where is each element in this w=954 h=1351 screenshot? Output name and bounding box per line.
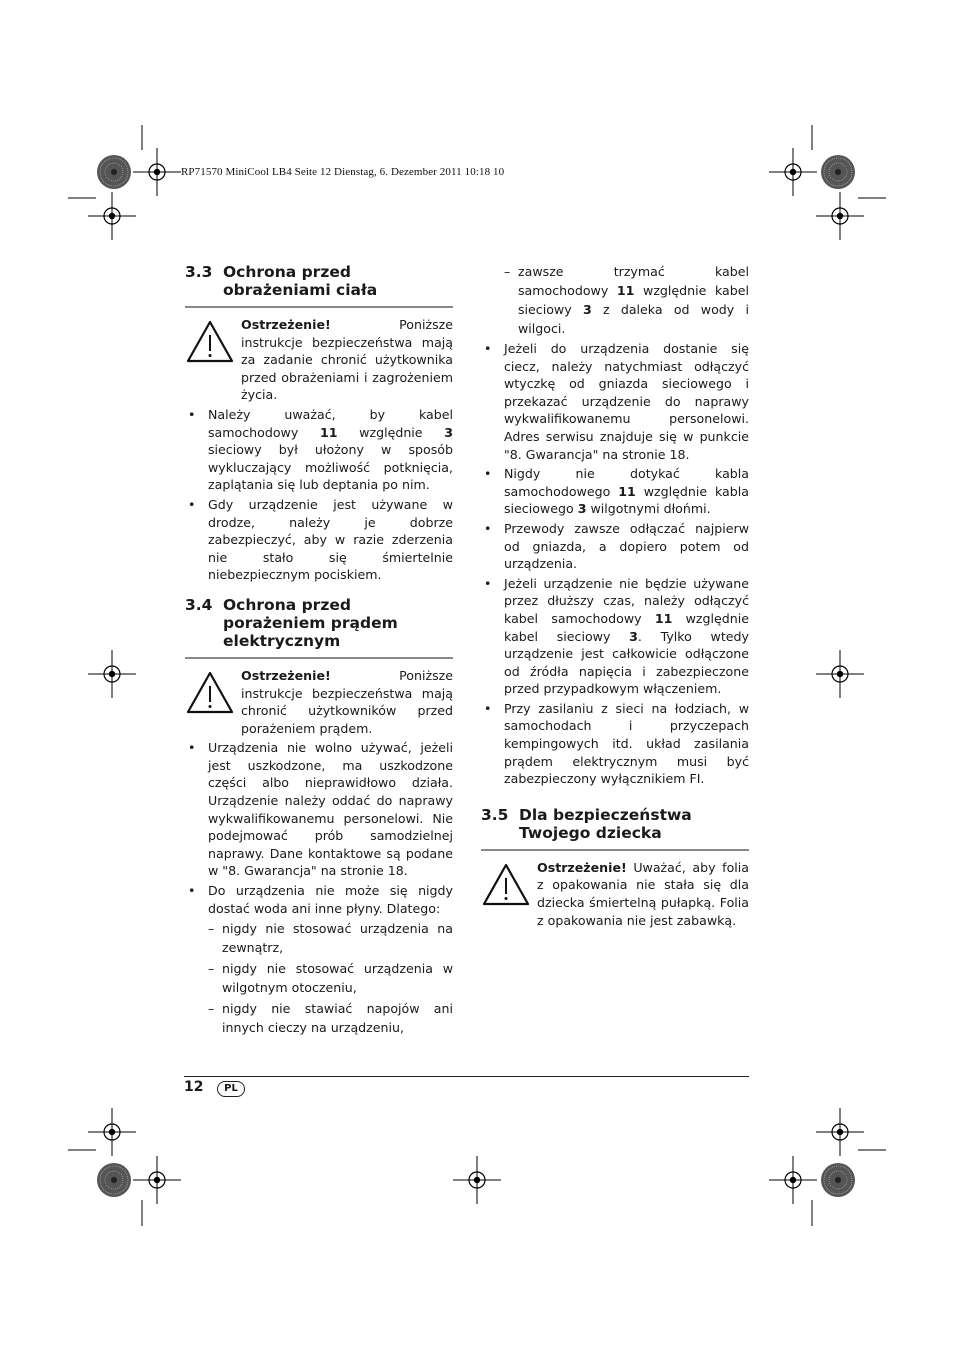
left-column: [185, 263, 453, 1039]
list-item: • Jeżeli do urządzenia dostanie się ciecz, należy natychmiast odłączyć wtyczkę od gniazda sieciowego i przekazać urządzenie do naprawy wykwalifikowanemu personelowi. Adres serwisu znajduje się w punkcie "8. Gwarancja" na stronie 18.: [484, 341, 749, 462]
language-badge: PL: [217, 1081, 245, 1097]
divider: [185, 306, 453, 308]
divider: [185, 657, 453, 659]
warning-triangle-icon: [482, 863, 530, 907]
footer-rule: [184, 1076, 749, 1077]
warning-triangle-icon: [186, 320, 234, 364]
section-heading-3-3: 3.3 Ochrona przed obrażeniami ciała: [185, 263, 378, 299]
warning-block: Ostrzeżenie! Poniższe instrukcje bezpieczeństwa mają chronić użytkowników przed porażeniem prądem.: [185, 667, 453, 737]
list-item: • Urządzenia nie wolno używać, jeżeli jest uszkodzone, ma uszkodzone części albo nieprawidłowo działa. Urządzenie należy oddać do naprawy wykwalifikowanemu personelowi. Nie podejmować prób samodzielnej naprawy. Dane kontaktowe są podane w "8. Gwarancja" na stronie 18.: [188, 740, 453, 879]
section-heading-3-4: 3.4 Ochrona przed porażeniem prądem elektrycznym: [185, 595, 398, 650]
warning-block: Ostrzeżenie! Poniższe instrukcje bezpieczeństwa mają za zadanie chronić użytkownika przed obrażeniami i zagrożeniem życia.: [185, 316, 453, 404]
list-item: • Nigdy nie dotykać kabla samochodowego 11 względnie kabla sieciowego 3 wilgotnymi dłońmi.: [484, 466, 749, 517]
sub-list-item: – nigdy nie stosować urządzenia na zewnątrz,: [208, 921, 453, 956]
list-item: • Jeżeli urządzenie nie będzie używane przez dłuższy czas, należy odłączyć kabel samochodowy 11 względnie kabel sieciowy 3. Tylko wtedy urządzenie jest całkowicie odłączone od źródła napięcia i zabezpieczone przed przypadkowym włączeniem.: [484, 575, 749, 697]
sub-list-item: – nigdy nie stawiać napojów ani innych cieczy na urządzeniu,: [208, 1001, 453, 1036]
page-number: 12: [184, 1079, 204, 1095]
warning-triangle-icon: [186, 671, 234, 715]
list-item: • Do urządzenia nie może się nigdy dostać woda ani inne płyny. Dlatego:: [188, 883, 453, 916]
list-item: • Gdy urządzenie jest używane w drodze, należy je dobrze zabezpieczyć, aby w razie zderzenia nie stało się śmiertelnie niebezpiecznym pociskiem.: [188, 496, 453, 583]
list-item: • Należy uważać, by kabel samochodowy 11 względnie 3 sieciowy był ułożony w sposób wykluczający możliwość potknięcia, zaplątania się lub deptania po nim.: [188, 406, 453, 493]
divider: [481, 849, 749, 851]
list-item: • Przy zasilaniu z sieci na łodziach, w samochodach i przyczepach kempingowych itd. układ zasilania prądem elektrycznym musi być zabezpieczony wyłącznikiem FI.: [484, 700, 749, 787]
print-header: RP71570 MiniCool LB4 Seite 12 Dienstag, 6. Dezember 2011 10:18 10: [181, 166, 505, 178]
sub-list-item: – nigdy nie stosować urządzenia w wilgotnym otoczeniu,: [208, 961, 453, 996]
sub-list-item: – zawsze trzymać kabel samochodowy 11 względnie kabel sieciowy 3 z daleka od wody i wilgoci.: [504, 264, 749, 336]
section-heading-3-5: 3.5 Dla bezpieczeństwa Twojego dziecka: [481, 805, 692, 842]
right-column: [481, 262, 749, 931]
warning-block: Ostrzeżenie! Uważać, aby folia z opakowania nie stała się dla dziecka śmiertelną pułapką. Folia z opakowania nie jest zabawką.: [481, 859, 749, 929]
list-item: • Przewody zawsze odłączać najpierw od gniazda, a dopiero potem od urządzenia.: [484, 520, 749, 572]
